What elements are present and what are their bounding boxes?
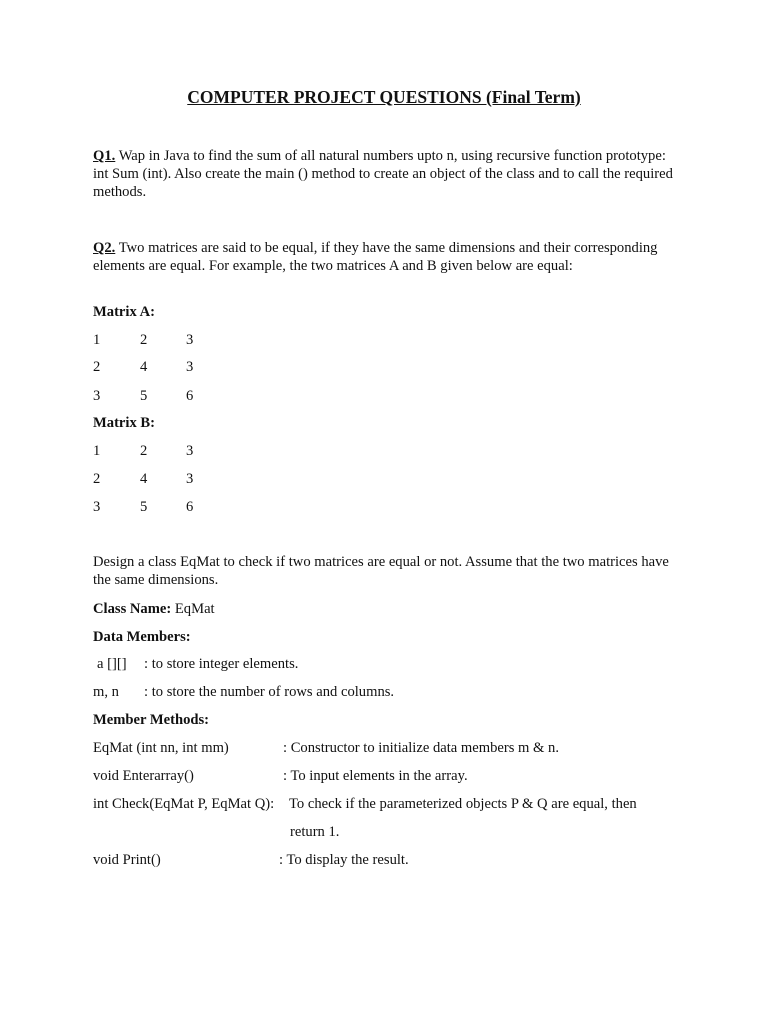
question-2 (93, 239, 683, 275)
matrix-a-label: Matrix A: (93, 304, 156, 320)
matrix-cell: 3 (186, 443, 194, 459)
data-member-desc: : to store the number of rows and columns. (144, 684, 395, 700)
method-signature: void Print() (93, 852, 161, 868)
matrix-cell: 1 (93, 443, 101, 459)
page-title: COMPUTER PROJECT QUESTIONS (Final Term) (187, 87, 581, 107)
question-1 (93, 147, 683, 201)
question-1-text: Wap in Java to find the sum of all natural numbers upto n, using recursive function prototype: int Sum (int). Also create the main () method to create an object of the class and to call the required methods. (93, 148, 673, 200)
data-member-name: m, n (93, 684, 119, 700)
matrix-cell: 1 (93, 332, 101, 348)
matrix-cell: 3 (186, 332, 194, 348)
method-signature: int Check(EqMat P, EqMat Q): (93, 796, 275, 812)
matrix-b-label: Matrix B: (93, 415, 156, 431)
data-member-desc: : to store integer elements. (144, 656, 299, 672)
matrix-cell: 3 (93, 499, 101, 515)
matrix-cell: 6 (186, 388, 194, 404)
member-methods-label: Member Methods: (93, 712, 210, 728)
question-2-label: Q2. (93, 240, 116, 256)
class-name-value: EqMat (174, 601, 215, 617)
class-name-line (93, 600, 215, 618)
method-description: : Constructor to initialize data members m & n. (283, 740, 560, 756)
method-description: : To display the result. (279, 852, 409, 868)
matrix-cell: 4 (140, 359, 148, 375)
question-1-label: Q1. (93, 148, 116, 164)
matrix-cell: 2 (93, 359, 101, 375)
method-signature: void Enterarray() (93, 768, 194, 784)
matrix-cell: 2 (93, 471, 101, 487)
matrix-cell: 2 (140, 443, 148, 459)
data-member-name: a [][] (97, 656, 127, 672)
question-2-text: Two matrices are said to be equal, if they have the same dimensions and their corresponding elements are equal. For example, the two matrices A and B given below are equal: (93, 240, 658, 274)
matrix-cell: 4 (140, 471, 148, 487)
matrix-cell: 3 (186, 359, 194, 375)
matrix-cell: 3 (93, 388, 101, 404)
matrix-cell: 3 (186, 471, 194, 487)
data-members-label: Data Members: (93, 629, 191, 645)
design-paragraph: Design a class EqMat to check if two matrices are equal or not. Assume that the two matrices have the same dimensions. (93, 554, 669, 588)
class-name-label: Class Name: (93, 601, 172, 617)
matrix-cell: 5 (140, 388, 148, 404)
method-signature: EqMat (int nn, int mm) (93, 740, 229, 756)
method-description: : To input elements in the array. (283, 768, 468, 784)
matrix-cell: 2 (140, 332, 148, 348)
method-description: To check if the parameterized objects P & Q are equal, then (289, 796, 637, 812)
matrix-cell: 5 (140, 499, 148, 515)
matrix-cell: 6 (186, 499, 194, 515)
method-description-continued: return 1. (290, 824, 340, 840)
